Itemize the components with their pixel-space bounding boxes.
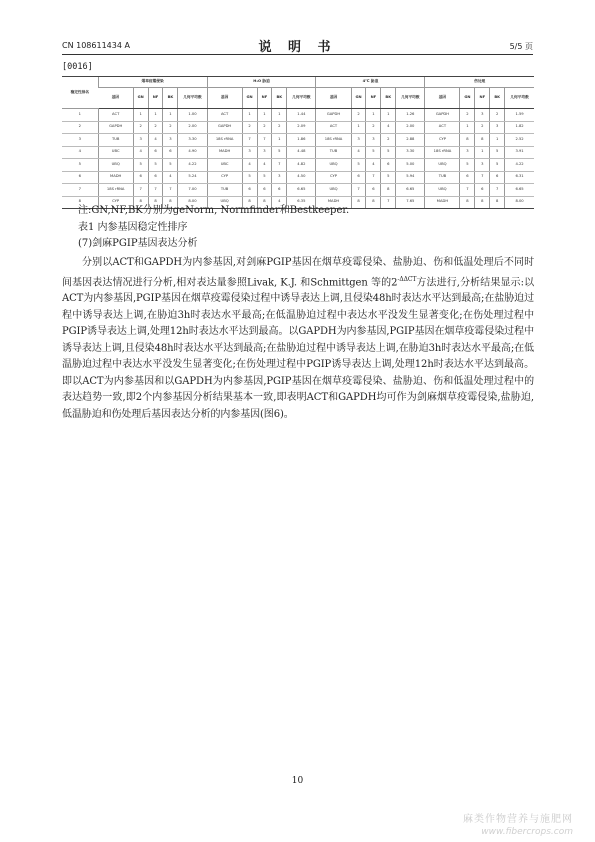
gene-cell: ACT — [316, 121, 351, 134]
value-cell: 6 — [148, 171, 163, 184]
value-cell: 2 — [242, 121, 257, 134]
value-cell: 4 — [272, 196, 287, 209]
value-cell: 5 — [257, 171, 272, 184]
column-header: 几何平均数 — [505, 88, 534, 109]
value-cell: 2.88 — [396, 134, 425, 147]
value-cell: 4 — [148, 134, 163, 147]
value-cell: 5 — [460, 159, 475, 172]
document-title: 说 明 书 — [258, 40, 337, 55]
value-cell: 1.00 — [178, 109, 207, 122]
column-header: NF — [475, 88, 490, 109]
value-cell: 7 — [381, 196, 396, 209]
gene-cell: CYP — [316, 171, 351, 184]
value-cell: 2 — [460, 109, 475, 122]
gene-cell: CYP — [98, 196, 133, 209]
value-cell: 4 — [366, 159, 381, 172]
value-cell: 7.00 — [178, 184, 207, 197]
value-cell: 2 — [490, 109, 505, 122]
value-cell: 7 — [272, 159, 287, 172]
value-cell: 5.24 — [178, 171, 207, 184]
rank-cell: 8 — [62, 196, 98, 209]
value-cell: 8 — [475, 196, 490, 209]
value-cell: 7 — [475, 171, 490, 184]
value-cell: 4.50 — [287, 171, 316, 184]
value-cell: 7 — [242, 134, 257, 147]
value-cell: 2.09 — [287, 121, 316, 134]
paragraph-number: [0016] — [62, 62, 93, 72]
column-header: 基因 — [98, 88, 133, 109]
section-subheading: (7)剑麻PGIP基因表达分析 — [78, 238, 198, 249]
rank-cell: 7 — [62, 184, 98, 197]
site-watermark — [463, 810, 573, 837]
gene-cell: ACT — [98, 109, 133, 122]
value-cell: 5 — [490, 159, 505, 172]
value-cell: 2 — [133, 121, 148, 134]
value-cell: 8 — [381, 184, 396, 197]
table-row — [62, 159, 534, 172]
column-header: GN — [133, 88, 148, 109]
value-cell: 2 — [163, 121, 178, 134]
gene-cell: MADH — [316, 196, 351, 209]
gene-cell: UBQ — [316, 159, 351, 172]
value-cell: 6 — [257, 184, 272, 197]
value-cell: 7 — [163, 184, 178, 197]
delta-ct-superscript: -ΔΔCT — [397, 275, 417, 283]
column-header: BK — [490, 88, 505, 109]
value-cell: 8 — [163, 196, 178, 209]
value-cell: 1 — [475, 146, 490, 159]
gene-cell: UBQ — [425, 184, 460, 197]
gene-cell: GAPDH — [98, 121, 133, 134]
value-cell: 1.59 — [505, 109, 534, 122]
rank-cell: 2 — [62, 121, 98, 134]
value-cell: 3.30 — [396, 146, 425, 159]
column-header: NF — [148, 88, 163, 109]
value-cell: 8 — [490, 196, 505, 209]
value-cell: 1 — [460, 121, 475, 134]
condition-group-header: 4℃ 胁迫 — [316, 77, 425, 88]
value-cell: 4.22 — [505, 159, 534, 172]
gene-cell: 18S rRNA — [425, 146, 460, 159]
value-cell: 8 — [366, 196, 381, 209]
value-cell: 8 — [242, 196, 257, 209]
column-header: GN — [242, 88, 257, 109]
column-header: 几何平均数 — [396, 88, 425, 109]
publication-number: CN 108611434 A — [62, 41, 130, 50]
value-cell: 1.26 — [396, 109, 425, 122]
condition-group-header: 伤处理 — [425, 77, 534, 88]
table-row — [62, 134, 534, 147]
column-header: BK — [381, 88, 396, 109]
value-cell: 3 — [460, 146, 475, 159]
column-header: BK — [163, 88, 178, 109]
rank-cell: 3 — [62, 134, 98, 147]
value-cell: 6 — [148, 146, 163, 159]
table-row — [62, 171, 534, 184]
condition-group-header: H₂O 胁迫 — [207, 77, 316, 88]
value-cell: 7 — [351, 184, 366, 197]
value-cell: 1 — [148, 109, 163, 122]
value-cell: 4 — [381, 121, 396, 134]
value-cell: 6 — [475, 184, 490, 197]
value-cell: 2 — [148, 121, 163, 134]
value-cell: 7 — [133, 184, 148, 197]
value-cell: 5 — [133, 159, 148, 172]
column-header: 基因 — [207, 88, 242, 109]
column-header: NF — [366, 88, 381, 109]
value-cell: 7 — [148, 184, 163, 197]
value-cell: 6.65 — [505, 184, 534, 197]
value-cell: 6 — [242, 184, 257, 197]
value-cell: 7 — [490, 184, 505, 197]
value-cell: 4.82 — [287, 159, 316, 172]
value-cell: 5 — [272, 146, 287, 159]
gene-cell: 18S rRNA — [98, 184, 133, 197]
table-row — [62, 146, 534, 159]
value-cell: 2 — [257, 121, 272, 134]
value-cell: 3 — [475, 159, 490, 172]
table-row — [62, 184, 534, 197]
page-header — [62, 36, 533, 55]
value-cell: 8 — [351, 196, 366, 209]
page-number: 10 — [291, 776, 304, 786]
value-cell: 5 — [490, 146, 505, 159]
gene-cell: MADH — [425, 196, 460, 209]
value-cell: 7.65 — [396, 196, 425, 209]
value-cell: 6 — [460, 171, 475, 184]
watermark-name: 麻类作物营养与施肥网 — [463, 814, 573, 825]
value-cell: 3 — [133, 134, 148, 147]
value-cell: 6.65 — [396, 184, 425, 197]
gene-cell: CYP — [207, 171, 242, 184]
gene-cell: UBQ — [425, 159, 460, 172]
paragraph-part-2: 方法进行,分析结果显示:以ACT为内参基因,PGIP基因在烟草疫霉侵染过程中诱导表达上调,且侵染48h时表达水平达到最高;在盐胁迫过程中诱导表达上调,在胁迫3h时表达水平最高;在低温胁迫过程中表达水平没发生显著变化;在伤处理过程中PGIP诱导表达上调,处理12h时表达水平达到最高。以GAPDH为内参基因,PGIP基因在烟草疫霉侵染过程中诱导表达上调,且侵染48h时表达水平达到最高;在盐胁迫过程中诱导表达上调,在胁迫3h时表达水平最高;在低温胁迫过程中表达水平没发生显著变化;在伤处理过程中PGIP诱导表达上调,处理12h时表达水平达到最高。即以ACT为内参基因和以GAPDH为内参基因,PGIP基因在烟草疫霉侵染、盐胁迫、伤和低温处理过程中的表达趋势一致,即2个内参基因分析结果基本一致,即表明ACT和GAPDH均可作为剑麻烟草疫霉侵染,盐胁迫,低温胁迫和伤处理后基因表达分析的内参基因(图6)。 — [62, 276, 534, 420]
gene-cell: TUB — [425, 171, 460, 184]
value-cell: 3 — [490, 121, 505, 134]
value-cell: 5 — [366, 146, 381, 159]
gene-cell: UBQ — [98, 159, 133, 172]
value-cell: 5 — [381, 171, 396, 184]
value-cell: 6 — [133, 171, 148, 184]
value-cell: 1.44 — [287, 109, 316, 122]
value-cell: 1 — [242, 109, 257, 122]
gene-cell: UBQ — [316, 184, 351, 197]
value-cell: 8 — [257, 196, 272, 209]
rank-cell: 1 — [62, 109, 98, 122]
gene-cell: GAPDH — [316, 109, 351, 122]
value-cell: 1 — [272, 134, 287, 147]
value-cell: 1 — [381, 109, 396, 122]
header-divider — [62, 54, 533, 55]
rank-header: 稳定性排名 — [62, 77, 98, 109]
table-note: 注:GN,NF,BK分别为geNorm, Normfinder和Bestkeeper. — [78, 205, 350, 216]
condition-group-header: 烟草疫霉侵染 — [98, 77, 207, 88]
value-cell: 1 — [133, 109, 148, 122]
column-header: BK — [272, 88, 287, 109]
value-cell: 1 — [272, 109, 287, 122]
column-header: 基因 — [316, 88, 351, 109]
value-cell: 5 — [381, 146, 396, 159]
value-cell: 3 — [163, 134, 178, 147]
value-cell: 8.00 — [505, 196, 534, 209]
gene-cell: GAPDH — [207, 121, 242, 134]
value-cell: 4 — [351, 146, 366, 159]
value-cell: 5 — [351, 159, 366, 172]
value-cell: 6 — [366, 184, 381, 197]
value-cell: 2 — [272, 121, 287, 134]
paragraph-part-1: 分别以ACT和GAPDH为内参基因,对剑麻PGIP基因在烟草疫霉侵染、盐胁迫、伤和低温处理后不同时间基因表达情况进行分析,相对表达量参照Livak, K.J. 和Schmittgen 等的2 — [62, 257, 534, 288]
value-cell: 4 — [257, 159, 272, 172]
column-header: GN — [460, 88, 475, 109]
column-header: NF — [257, 88, 272, 109]
gene-cell: UBC — [98, 146, 133, 159]
value-cell: 7 — [460, 184, 475, 197]
stability-ranking-table — [62, 76, 534, 209]
value-cell: 8 — [460, 196, 475, 209]
gene-cell: ACT — [425, 121, 460, 134]
rank-cell: 4 — [62, 146, 98, 159]
value-cell: 1 — [490, 134, 505, 147]
value-cell: 7 — [257, 134, 272, 147]
gene-cell: UBC — [207, 159, 242, 172]
column-header: GN — [351, 88, 366, 109]
table-row — [62, 109, 534, 122]
gene-cell: TUB — [98, 134, 133, 147]
value-cell: 8.00 — [178, 196, 207, 209]
table-caption: 表1 内参基因稳定性排序 — [78, 222, 188, 233]
gene-cell: CYP — [425, 134, 460, 147]
value-cell: 8 — [460, 134, 475, 147]
value-cell: 1 — [351, 121, 366, 134]
value-cell: 1.82 — [505, 121, 534, 134]
value-cell: 3 — [366, 134, 381, 147]
value-cell: 4 — [242, 159, 257, 172]
value-cell: 7 — [366, 171, 381, 184]
gene-cell: 18S rRNA — [316, 134, 351, 147]
value-cell: 2 — [366, 121, 381, 134]
value-cell: 6.35 — [287, 196, 316, 209]
value-cell: 4.90 — [178, 146, 207, 159]
value-cell: 6 — [351, 171, 366, 184]
gene-cell: TUB — [207, 184, 242, 197]
value-cell: 1.86 — [287, 134, 316, 147]
value-cell: 8 — [475, 134, 490, 147]
gene-cell: MADH — [98, 171, 133, 184]
rank-cell: 5 — [62, 159, 98, 172]
value-cell: 1 — [366, 109, 381, 122]
value-cell: 6 — [381, 159, 396, 172]
page-info: 5/5 页 — [509, 42, 533, 51]
value-cell: 3 — [475, 109, 490, 122]
value-cell: 2 — [351, 109, 366, 122]
gene-cell: 18S rRNA — [207, 134, 242, 147]
value-cell: 3 — [242, 146, 257, 159]
gene-cell: TUB — [316, 146, 351, 159]
column-header: 几何平均数 — [287, 88, 316, 109]
value-cell: 6 — [163, 146, 178, 159]
value-cell: 2.00 — [396, 121, 425, 134]
value-cell: 3 — [272, 171, 287, 184]
table-row — [62, 121, 534, 134]
value-cell: 6 — [272, 184, 287, 197]
value-cell: 5.94 — [396, 171, 425, 184]
value-cell: 5 — [163, 159, 178, 172]
value-cell: 5 — [242, 171, 257, 184]
column-header: 基因 — [425, 88, 460, 109]
gene-cell: GAPDH — [425, 109, 460, 122]
column-header: 几何平均数 — [178, 88, 207, 109]
value-cell: 2 — [381, 134, 396, 147]
body-paragraph — [62, 255, 534, 423]
value-cell: 1 — [163, 109, 178, 122]
value-cell: 6.31 — [505, 171, 534, 184]
value-cell: 4.48 — [287, 146, 316, 159]
value-cell: 3 — [351, 134, 366, 147]
value-cell: 3 — [257, 146, 272, 159]
watermark-url: www.fibercrops.com — [481, 827, 573, 837]
value-cell: 3.30 — [178, 134, 207, 147]
value-cell: 4.22 — [178, 159, 207, 172]
value-cell: 2.00 — [178, 121, 207, 134]
value-cell: 3.91 — [505, 146, 534, 159]
value-cell: 6 — [490, 171, 505, 184]
value-cell: 8 — [148, 196, 163, 209]
value-cell: 4 — [163, 171, 178, 184]
value-cell: 5.00 — [396, 159, 425, 172]
gene-cell: UBQ — [207, 196, 242, 209]
value-cell: 1 — [257, 109, 272, 122]
gene-cell: MADH — [207, 146, 242, 159]
value-cell: 4 — [133, 146, 148, 159]
value-cell: 8 — [133, 196, 148, 209]
value-cell: 2 — [475, 121, 490, 134]
rank-cell: 6 — [62, 171, 98, 184]
value-cell: 5 — [148, 159, 163, 172]
gene-cell: ACT — [207, 109, 242, 122]
value-cell: 6.65 — [287, 184, 316, 197]
value-cell: 2.52 — [505, 134, 534, 147]
